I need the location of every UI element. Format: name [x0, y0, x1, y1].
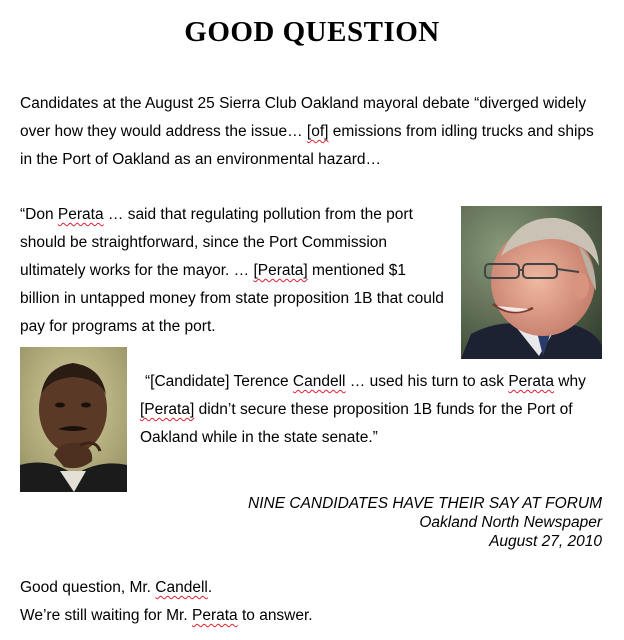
article-citation	[248, 494, 602, 551]
citation-source: Oakland North Newspaper	[419, 514, 602, 531]
closing-line-1: Good question, Mr. Candell.	[20, 579, 213, 596]
citation-date: August 27, 2010	[489, 533, 602, 550]
intro-paragraph: Candidates at the August 25 Sierra Club Oakland mayoral debate “diverged widely over how they would address the issue… [of] emissions from idling trucks and ships in the Port of Oakland as an environmental hazard…	[20, 95, 594, 168]
candell-quote-paragraph: “[Candidate] Terence Candell … used his turn to ask Perata why [Perata] didn’t secure these proposition 1B funds for the Port of Oakland while in the state senate.”	[140, 373, 586, 446]
page-title: GOOD QUESTION	[184, 16, 440, 48]
closing-remarks	[20, 574, 313, 630]
terence-candell-photo	[20, 347, 127, 492]
closing-line-2: We’re still waiting for Mr. Perata to answer.	[20, 607, 313, 624]
perata-quote-paragraph: “Don Perata … said that regulating pollution from the port should be straightforward, since the Port Commission ultimately works for the mayor. … [Perata] mentioned $1 billion in untapped money from state proposition 1B that could pay for programs at the port.	[20, 206, 444, 335]
citation-headline: NINE CANDIDATES HAVE THEIR SAY AT FORUM	[248, 495, 602, 512]
don-perata-photo	[461, 206, 602, 359]
